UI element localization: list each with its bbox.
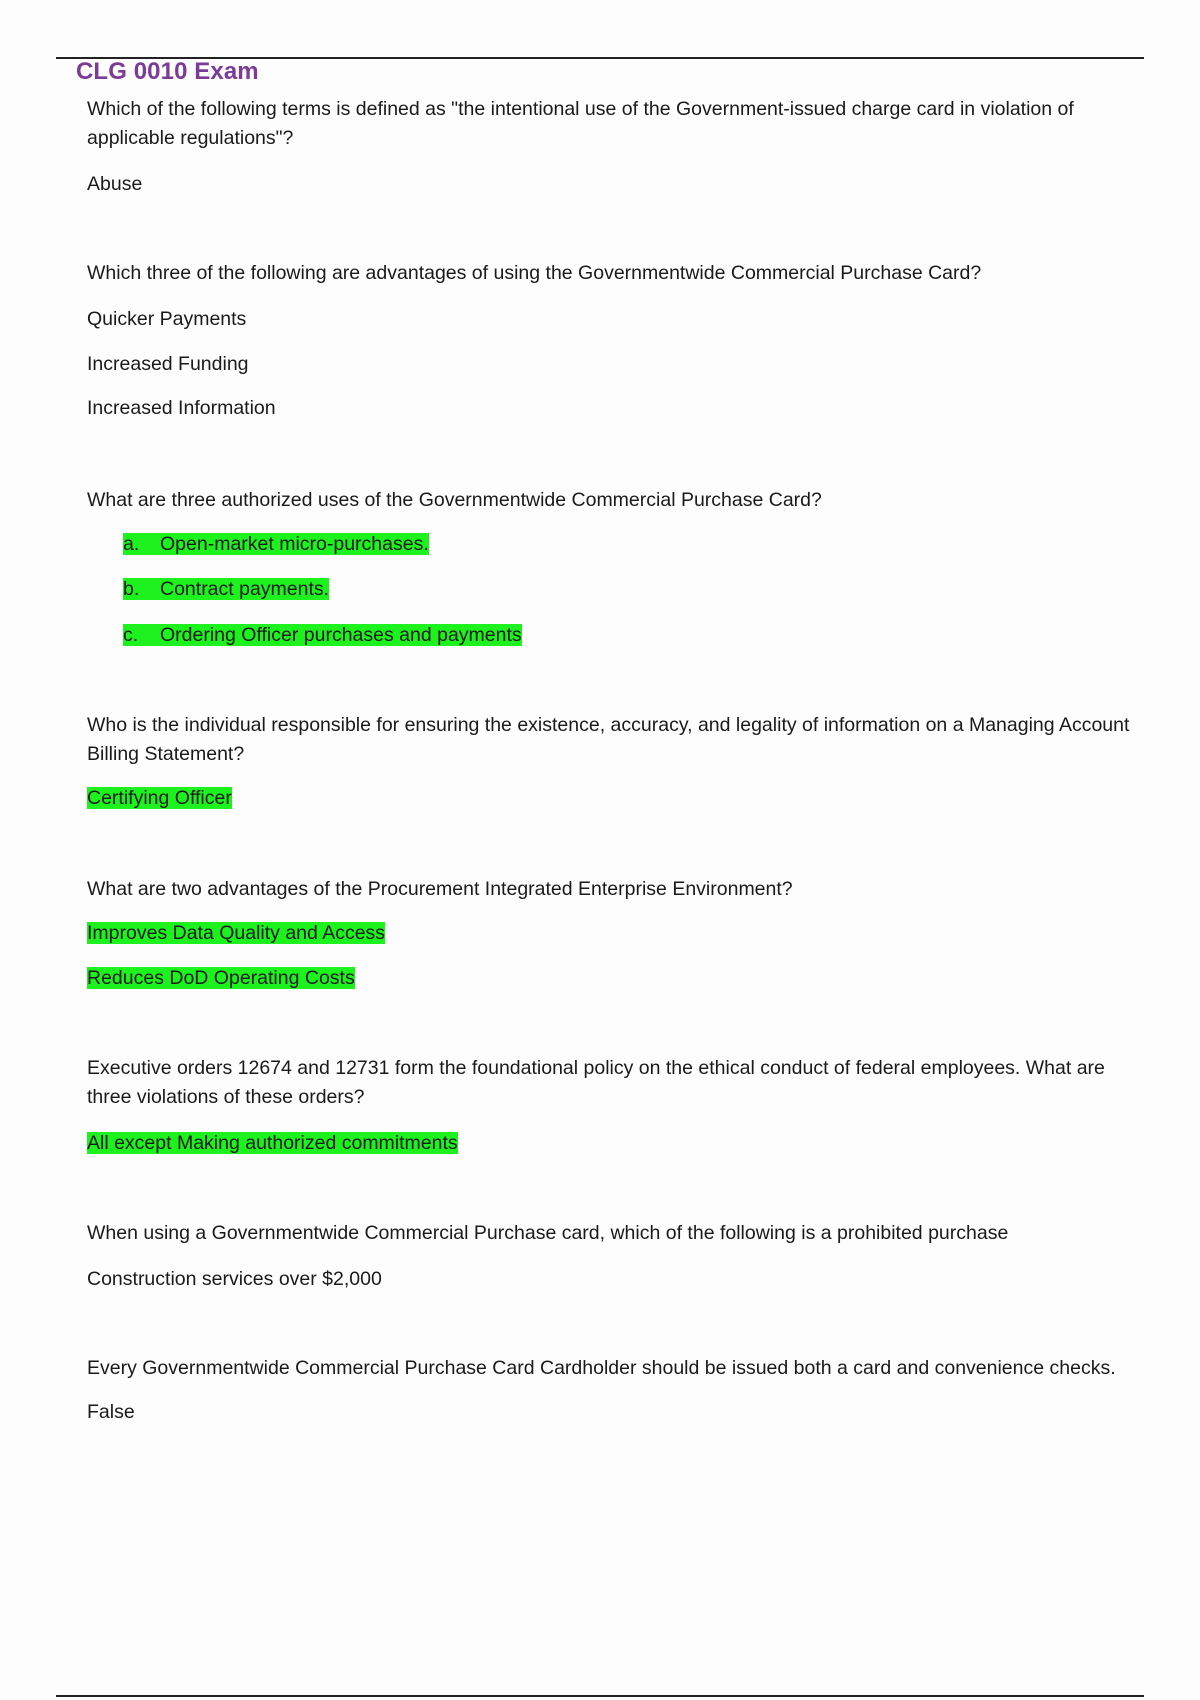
question-5: What are two advantages of the Procurement Integrated Enterprise Environment? (87, 878, 793, 900)
answer-2-3: Increased Information (87, 397, 276, 419)
option-b (123, 576, 329, 603)
answer-6-highlight: All except Making authorized commitments (87, 1132, 458, 1154)
option-a-text: Open-market micro-purchases. (160, 533, 429, 555)
answer-2-2: Increased Funding (87, 353, 249, 375)
option-c-label: c. (123, 624, 139, 646)
answer-5-1-highlight: Improves Data Quality and Access (87, 922, 386, 944)
answer-5-2-highlight: Reduces DoD Operating Costs (87, 967, 355, 989)
answer-5-1 (87, 920, 385, 947)
document-title: CLG 0010 Exam (76, 58, 259, 85)
answer-8: False (87, 1401, 135, 1423)
question-4: Who is the individual responsible for ensuring the existence, accuracy, and legality of information on a Managing Account Billing Statement? (87, 714, 1130, 765)
answer-2-1: Quicker Payments (87, 308, 247, 330)
bottom-rule (56, 1695, 1144, 1697)
option-c (123, 622, 522, 649)
question-6: Executive orders 12674 and 12731 form the foundational policy on the ethical conduct of federal employees. What are three violations of these orders? (87, 1057, 1105, 1108)
answer-7: Construction services over $2,000 (87, 1268, 382, 1290)
option-c-text: Ordering Officer purchases and payments (160, 624, 522, 646)
answer-1: Abuse (87, 173, 143, 195)
answer-4-highlight: Certifying Officer (87, 787, 232, 809)
option-b-text: Contract payments. (160, 578, 330, 600)
option-a-label: a. (123, 533, 140, 555)
option-a (123, 531, 429, 558)
question-3: What are three authorized uses of the Governmentwide Commercial Purchase Card? (87, 489, 822, 511)
question-2: Which three of the following are advantages of using the Governmentwide Commercial Purchase Card? (87, 262, 982, 284)
question-1: Which of the following terms is defined as "the intentional use of the Government-issued charge card in violation of applicable regulations"? (87, 98, 1074, 149)
answer-6 (87, 1130, 458, 1157)
answer-5-2 (87, 965, 355, 992)
answer-4 (87, 785, 232, 812)
option-b-label: b. (123, 578, 140, 600)
question-7: When using a Governmentwide Commercial Purchase card, which of the following is a prohibited purchase (87, 1222, 1009, 1244)
question-8: Every Governmentwide Commercial Purchase Card Cardholder should be issued both a card and convenience checks. (87, 1357, 1116, 1379)
